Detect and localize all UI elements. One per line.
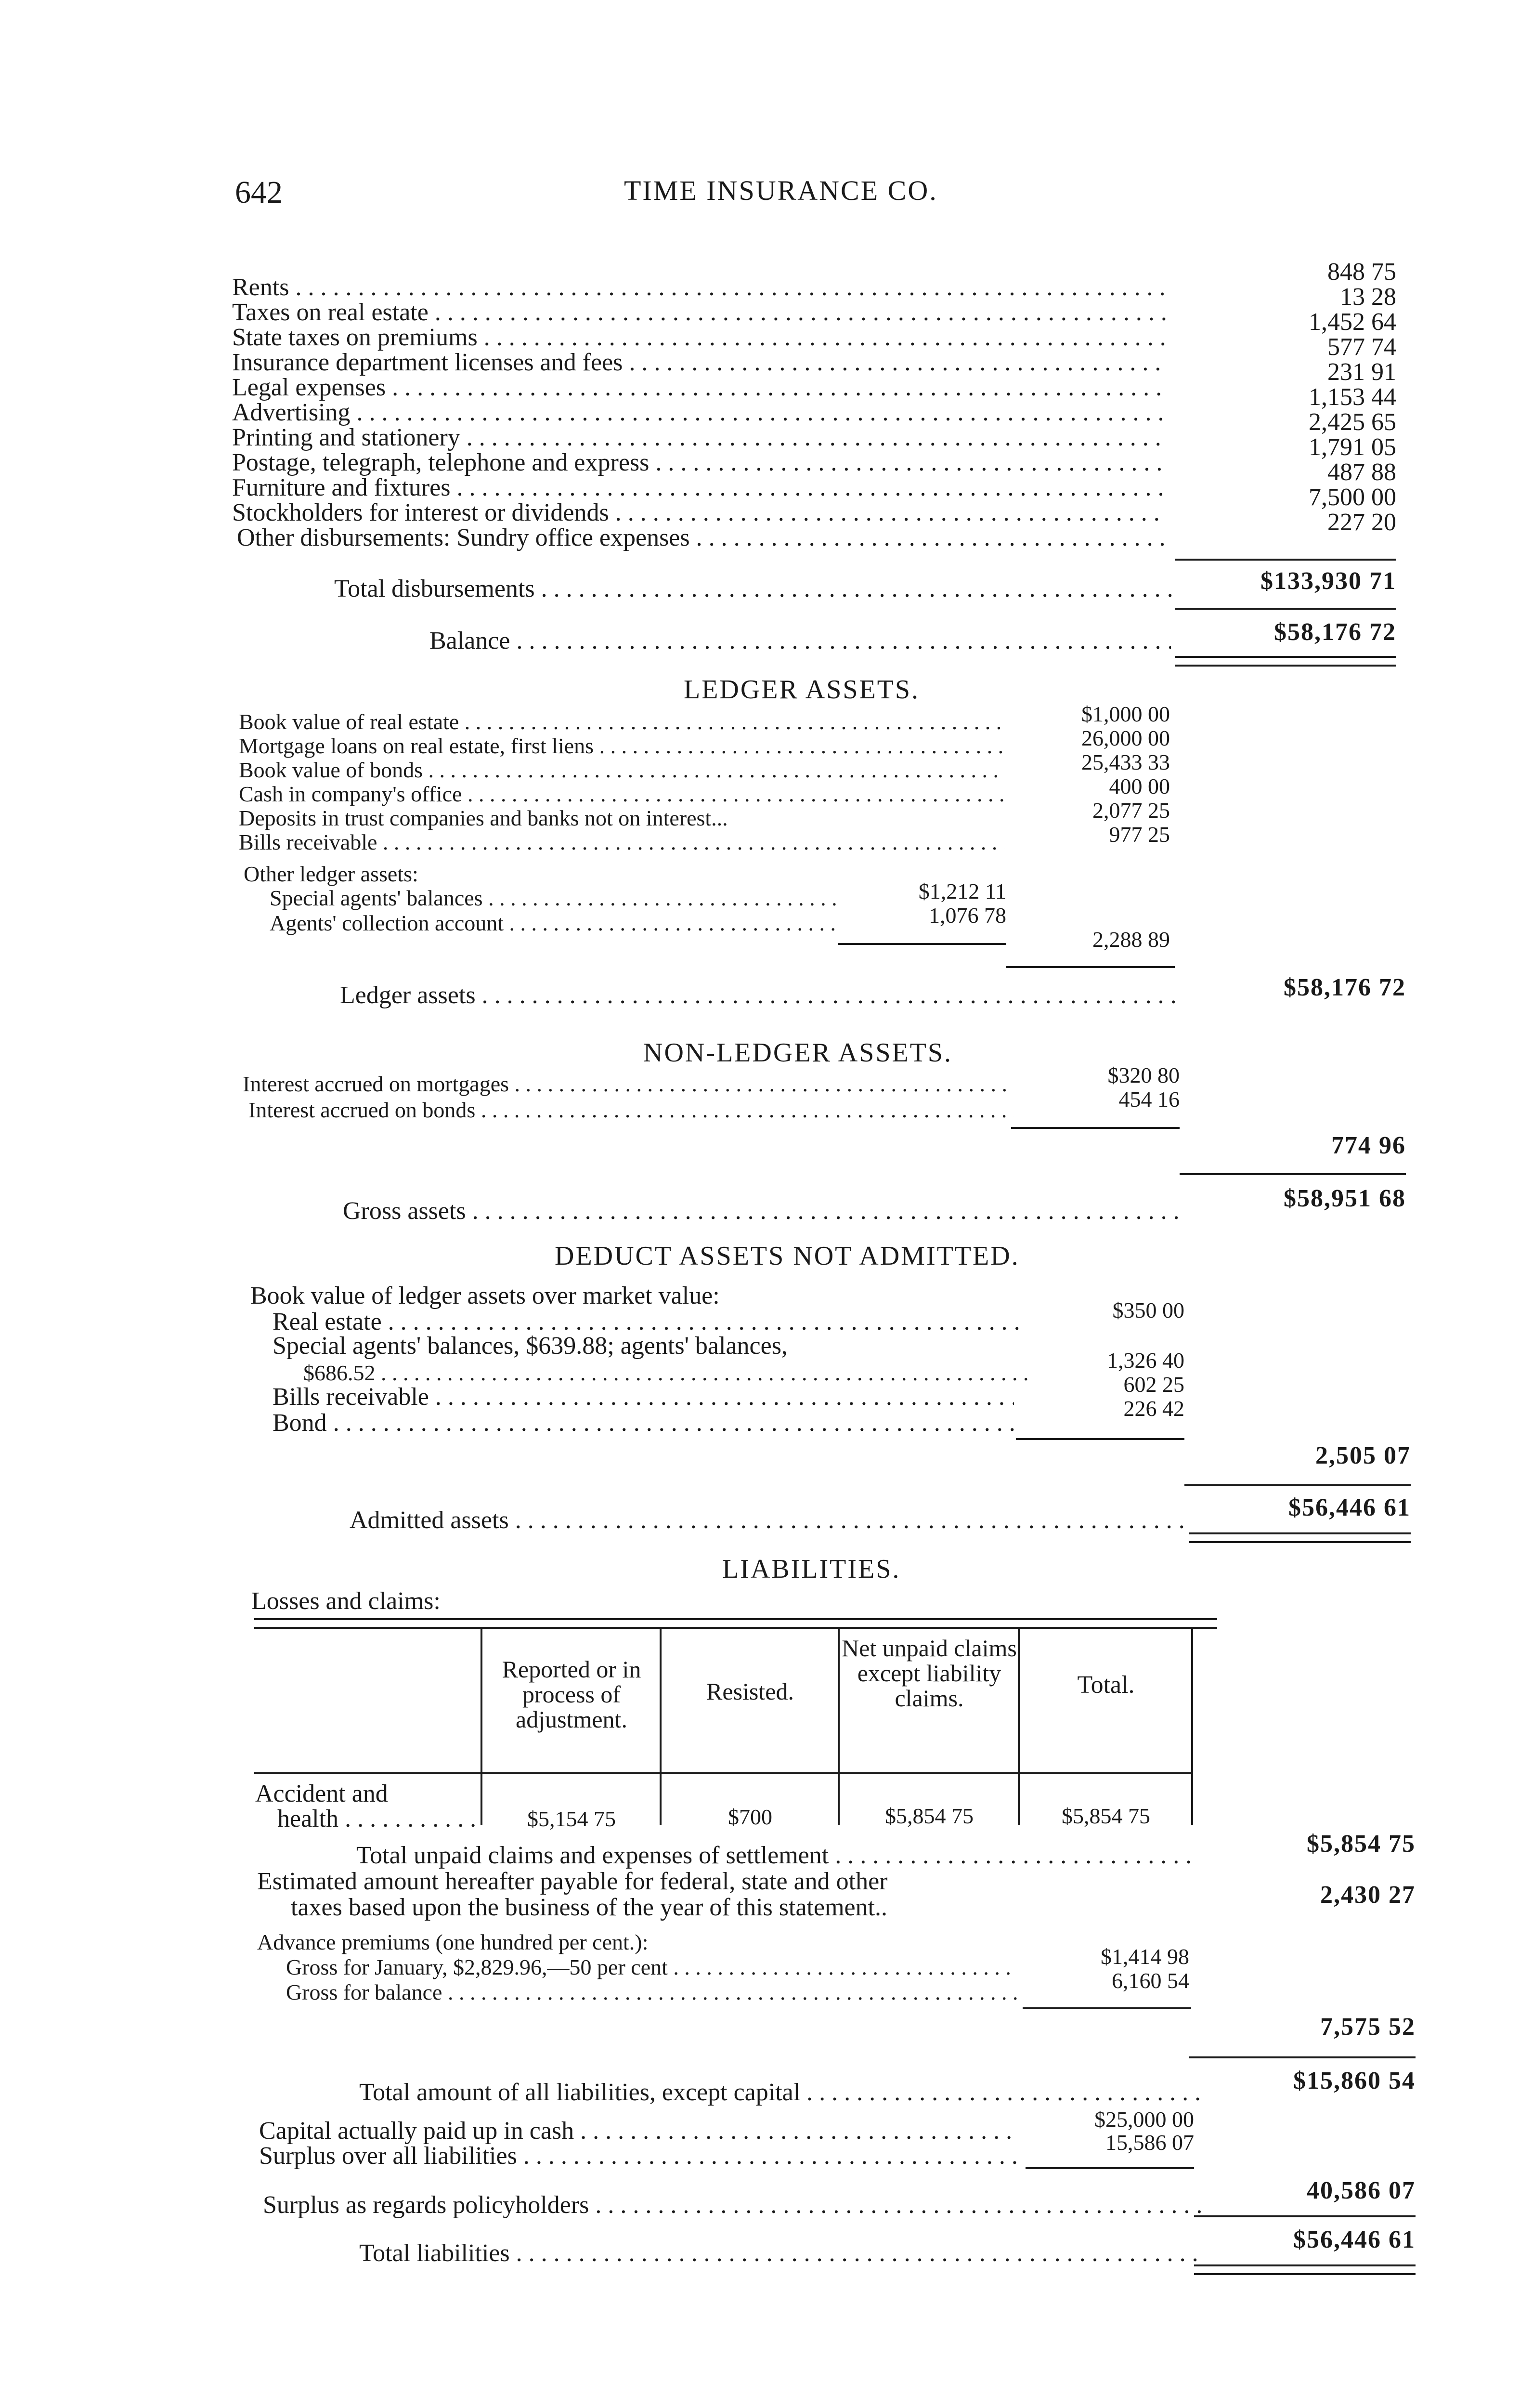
table-header: Resisted.	[706, 1678, 794, 1705]
non-ledger-asset-label: Interest accrued on bonds . . .	[248, 1098, 1014, 1122]
divider-rule	[1180, 1173, 1406, 1175]
divider-rule	[1006, 966, 1175, 968]
disbursement-label: Insurance department licenses and fees . . .	[232, 350, 1166, 376]
deduct-special-value: 1,326 40	[1107, 1348, 1184, 1373]
capital-value: $25,000 00	[1094, 2107, 1194, 2132]
ledger-asset-label: Bills receivable . . .	[239, 830, 1004, 854]
total-disbursements-label: Total disbursements . . .	[334, 576, 1172, 602]
disbursement-value: 1,791 05	[1309, 433, 1396, 461]
admitted-assets-label: Admitted assets . . .	[350, 1507, 1187, 1533]
disbursement-value: 848 75	[1327, 258, 1396, 286]
surplus-label: Surplus over all liabilities . . .	[259, 2143, 1020, 2169]
disbursement-value: 227 20	[1327, 509, 1396, 536]
surplus-policyholders-label: Surplus as regards policyholders . . .	[263, 2192, 1202, 2218]
divider-rule	[1175, 608, 1396, 610]
disbursement-label: Other disbursements: Sundry office expenses . . .	[237, 525, 1166, 551]
divider-rule	[1023, 2007, 1191, 2009]
other-ledger-assets-label: Other ledger assets:	[244, 862, 418, 886]
table-cell: $5,854 75	[1062, 1804, 1150, 1828]
table-column-rule	[1191, 1628, 1193, 1825]
non-ledger-asset-value: $320 80	[1107, 1063, 1180, 1087]
total-except-capital-label: Total amount of all liabilities, except capital . . .	[359, 2080, 1202, 2106]
section-heading-deduct: DEDUCT ASSETS NOT ADMITTED.	[555, 1241, 1020, 1271]
disbursement-value: 231 91	[1327, 358, 1396, 386]
deduct-special-line2: $686.52 . . .	[303, 1361, 1035, 1385]
section-heading-liabilities: LIABILITIES.	[722, 1554, 901, 1584]
total-liabilities-value: $56,446 61	[1293, 2226, 1416, 2253]
advance-premiums-total: 7,575 52	[1320, 2013, 1416, 2041]
disbursement-label: Printing and stationery . . .	[232, 425, 1166, 451]
ledger-assets-total-value: $58,176 72	[1284, 974, 1406, 1001]
divider-rule	[838, 943, 1006, 945]
ledger-asset-label: Deposits in trust companies and banks not on interest...	[239, 806, 728, 830]
advance-premium-value: 6,160 54	[1112, 1968, 1189, 1993]
non-ledger-subtotal: 774 96	[1331, 1132, 1406, 1159]
disbursement-label: State taxes on premiums . . .	[232, 325, 1166, 351]
ledger-asset-value: 2,077 25	[1092, 798, 1170, 823]
divider-rule	[1194, 2215, 1416, 2217]
table-header: Net unpaid claims except liability claims.	[842, 1635, 1017, 1712]
disbursement-value: 13 28	[1340, 283, 1396, 311]
table-column-rule	[481, 1628, 482, 1825]
table-column-rule	[660, 1628, 662, 1825]
losses-claims-label: Losses and claims:	[251, 1587, 441, 1615]
disbursement-label: Furniture and fixtures . . .	[232, 475, 1166, 501]
non-ledger-asset-value: 454 16	[1118, 1087, 1180, 1112]
disbursement-value: 577 74	[1327, 333, 1396, 361]
table-row-label: health . . .	[277, 1806, 480, 1832]
divider-rule	[1175, 559, 1396, 561]
total-except-capital-value: $15,860 54	[1293, 2067, 1416, 2094]
table-header: Reported or in process of adjustment.	[502, 1656, 641, 1733]
deduct-real-estate-label: Real estate . . .	[273, 1309, 1024, 1335]
double-rule	[1194, 2264, 1416, 2275]
table-column-rule	[838, 1628, 840, 1825]
disbursement-value: 2,425 65	[1309, 408, 1396, 436]
capital-label: Capital actually paid up in cash . . .	[259, 2118, 1020, 2144]
ledger-asset-value: 400 00	[1109, 774, 1170, 798]
estimated-taxes-value: 2,430 27	[1320, 1881, 1416, 1909]
page-title: TIME INSURANCE CO.	[624, 175, 938, 206]
divider-rule	[1189, 2056, 1416, 2058]
deduct-subtotal: 2,505 07	[1315, 1442, 1411, 1469]
disbursement-label: Legal expenses . . .	[232, 375, 1166, 401]
admitted-assets-value: $56,446 61	[1288, 1494, 1411, 1521]
balance-label: Balance . . .	[429, 628, 1171, 654]
deduct-bond-value: 226 42	[1123, 1396, 1184, 1421]
ledger-asset-value: $1,000 00	[1081, 702, 1170, 726]
deduct-real-estate-value: $350 00	[1112, 1298, 1184, 1322]
other-ledger-asset-value: $1,212 11	[918, 879, 1006, 903]
section-heading-ledger-assets: LEDGER ASSETS.	[684, 675, 920, 705]
disbursement-label: Postage, telegraph, telephone and express . . .	[232, 450, 1166, 476]
total-liabilities-label: Total liabilities . . .	[359, 2240, 1202, 2266]
deduct-intro: Book value of ledger assets over market value:	[250, 1282, 720, 1309]
estimated-taxes-line2: taxes based upon the business of the year of this statement..	[291, 1894, 888, 1921]
other-ledger-asset-label: Agents' collection account . . .	[270, 911, 838, 935]
unpaid-claims-label: Total unpaid claims and expenses of settlement . . .	[356, 1843, 1199, 1869]
deduct-bills-value: 602 25	[1123, 1372, 1184, 1397]
surplus-value: 15,586 07	[1105, 2130, 1194, 2155]
table-cell: $5,154 75	[527, 1806, 616, 1831]
advance-premium-label: Gross for January, $2,829.96,—50 per cent . . .	[286, 1955, 1018, 1979]
disbursement-value: 487 88	[1327, 458, 1396, 486]
gross-assets-value: $58,951 68	[1284, 1185, 1406, 1212]
disbursement-label: Rents . . .	[232, 275, 1166, 301]
ledger-asset-label: Mortgage loans on real estate, first liens . . .	[239, 734, 1004, 758]
divider-rule	[1016, 1438, 1184, 1440]
unpaid-claims-value: $5,854 75	[1307, 1830, 1416, 1858]
ledger-asset-value: 977 25	[1109, 822, 1170, 847]
ledger-asset-label: Cash in company's office . . .	[239, 782, 1004, 806]
table-top-rule	[254, 1618, 1217, 1629]
divider-rule	[1184, 1484, 1411, 1486]
disbursement-label: Advertising . . .	[232, 400, 1166, 426]
other-ledger-asset-value: 1,076 78	[929, 903, 1006, 928]
deduct-bills-label: Bills receivable . . .	[273, 1384, 1014, 1410]
table-cell: $5,854 75	[885, 1804, 974, 1828]
other-ledger-total: 2,288 89	[1092, 927, 1170, 952]
estimated-taxes-line1: Estimated amount hereafter payable for federal, state and other	[257, 1868, 888, 1895]
deduct-bond-label: Bond . . .	[273, 1410, 1014, 1436]
gross-assets-label: Gross assets . . .	[343, 1198, 1181, 1224]
ledger-asset-value: 26,000 00	[1081, 726, 1170, 750]
other-ledger-asset-label: Special agents' balances . . .	[270, 886, 838, 910]
ledger-asset-value: 25,433 33	[1081, 750, 1170, 774]
divider-rule	[1026, 2167, 1194, 2169]
page-number: 642	[235, 175, 283, 210]
ledger-asset-label: Book value of bonds . . .	[239, 758, 1004, 782]
disbursement-label: Stockholders for interest or dividends . . .	[232, 500, 1166, 526]
disbursement-label: Taxes on real estate . . .	[232, 300, 1166, 326]
balance-value: $58,176 72	[1274, 618, 1396, 646]
advance-premiums-label: Advance premiums (one hundred per cent.):	[257, 1930, 649, 1954]
section-heading-non-ledger-assets: NON-LEDGER ASSETS.	[643, 1038, 953, 1068]
table-column-rule	[1018, 1628, 1020, 1825]
double-rule	[1175, 656, 1396, 667]
divider-rule	[1011, 1127, 1180, 1129]
ledger-asset-label: Book value of real estate . . .	[239, 710, 1004, 734]
advance-premium-value: $1,414 98	[1101, 1944, 1189, 1969]
advance-premium-label: Gross for balance . . .	[286, 1980, 1018, 2004]
total-disbursements-value: $133,930 71	[1260, 567, 1396, 595]
non-ledger-asset-label: Interest accrued on mortgages . . .	[243, 1072, 1013, 1096]
surplus-policyholders-value: 40,586 07	[1307, 2177, 1416, 2204]
double-rule	[1189, 1532, 1411, 1543]
table-row-label: Accident and	[255, 1780, 388, 1807]
disbursement-value: 1,452 64	[1309, 308, 1396, 336]
table-header: Total.	[1077, 1671, 1135, 1699]
table-cell: $700	[728, 1805, 772, 1829]
table-header-rule	[254, 1772, 1193, 1774]
disbursement-value: 1,153 44	[1309, 383, 1396, 411]
deduct-special-line1: Special agents' balances, $639.88; agents' balances,	[273, 1332, 788, 1360]
ledger-assets-total-label: Ledger assets . . .	[340, 982, 1178, 1008]
disbursement-value: 7,500 00	[1309, 484, 1396, 511]
